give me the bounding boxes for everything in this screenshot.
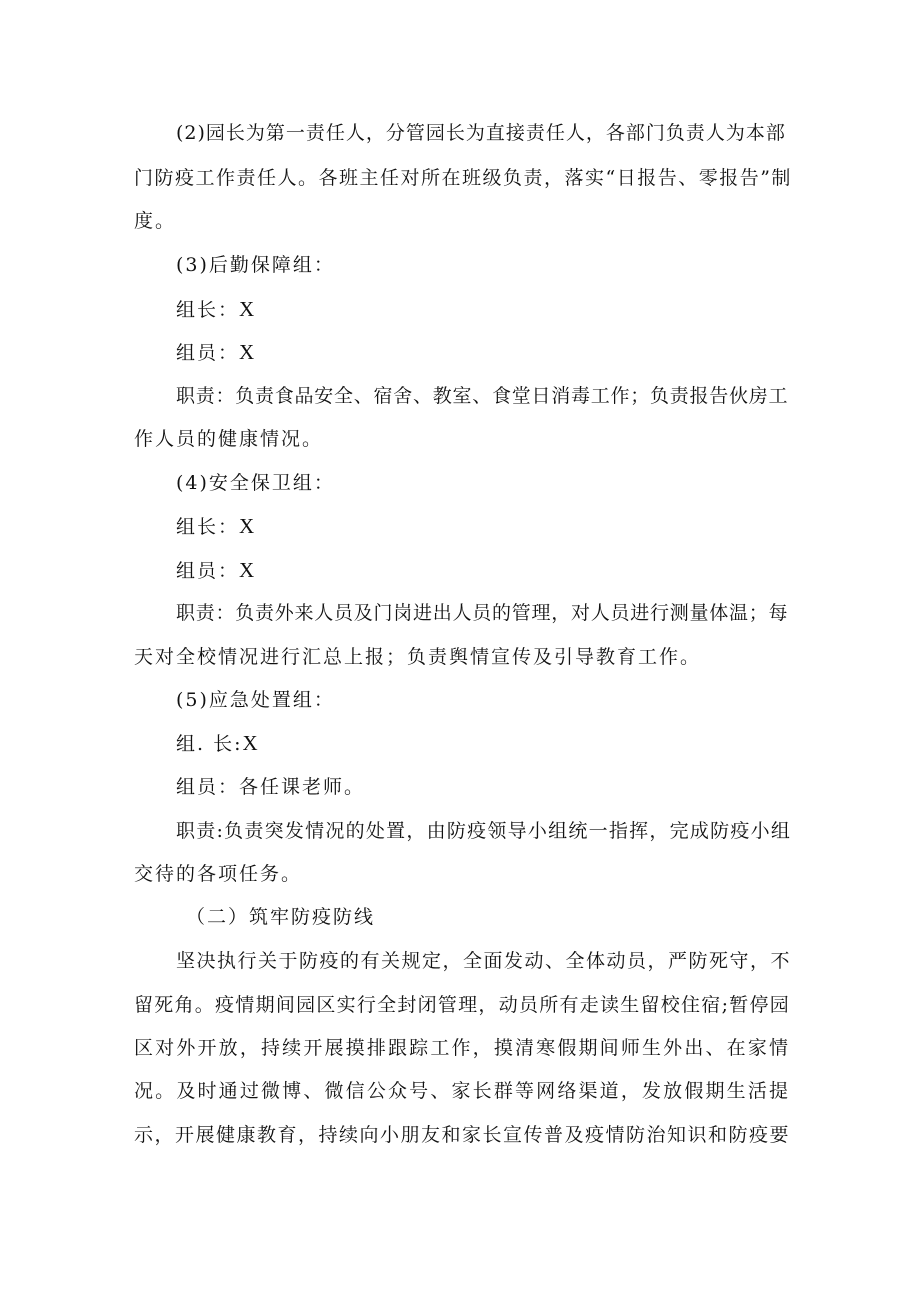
sec3-title: (3)后勤保障组： bbox=[176, 254, 335, 276]
sec5-duty-2: 交待的各项任务。 bbox=[134, 863, 303, 885]
sec3-leader-value: X bbox=[239, 297, 255, 321]
sec3-member-label: 组员： bbox=[176, 342, 240, 364]
sec2-line-1: (2)园长为第一责任人，分管园长为直接责任人，各部门负责人为本部 bbox=[176, 122, 786, 144]
section-heading-2: （二）筑牢防疫防线 bbox=[186, 906, 376, 928]
sec4-member bbox=[176, 557, 254, 584]
sec4-leader-value: X bbox=[239, 514, 255, 538]
paragraph-line-3: 区对外开放，持续开展摸排跟踪工作，摸清寒假期间师生外出、在家情 bbox=[134, 1037, 790, 1059]
sec3-duty-1: 职责：负责食品安全、宿舍、教室、食堂日消毒工作；负责报告伙房工 bbox=[176, 385, 789, 407]
sec3-leader-label: 组长： bbox=[176, 299, 240, 321]
paragraph-line-2: 留死角。疫情期间园区实行全封闭管理，动员所有走读生留校住宿;暂停园 bbox=[134, 994, 790, 1016]
sec5-leader bbox=[176, 730, 258, 757]
sec5-title: (5)应急处置组： bbox=[176, 689, 335, 711]
sec4-duty-1: 职责：负责外来人员及门岗进出人员的管理，对人员进行测量体温；每 bbox=[176, 602, 789, 624]
sec3-member-value: X bbox=[239, 340, 255, 364]
sec4-duty-2: 天对全校情况进行汇总上报；负责舆情宣传及引导教育工作。 bbox=[134, 646, 702, 668]
sec4-leader-label: 组长： bbox=[176, 516, 240, 538]
sec2-line-3: 度。 bbox=[134, 210, 177, 232]
sec4-member-value: X bbox=[239, 558, 255, 582]
sec5-duty-1: 职责:负责突发情况的处置，由防疫领导小组统一指挥，完成防疫小组 bbox=[176, 820, 792, 842]
paragraph-line-5: 示，开展健康教育，持续向小朋友和家长宣传普及疫情防治知识和防疫要 bbox=[134, 1124, 791, 1146]
paragraph-line-4: 况。及时通过微博、微信公众号、家长群等网络渠道，发放假期生活提 bbox=[134, 1080, 790, 1102]
sec3-leader bbox=[176, 296, 254, 323]
sec5-leader-label: 组. 长: bbox=[176, 733, 243, 755]
sec3-duty-2: 作人员的健康情况。 bbox=[134, 428, 324, 450]
sec4-title: (4)安全保卫组： bbox=[176, 472, 335, 494]
sec4-leader bbox=[176, 513, 254, 540]
sec5-member: 组员：各任课老师。 bbox=[176, 776, 366, 798]
sec5-leader-value: X bbox=[242, 731, 258, 755]
sec3-member bbox=[176, 339, 254, 366]
sec2-line-2: 门防疫工作责任人。各班主任对所在班级负责，落实“日报告、零报告”制 bbox=[134, 167, 792, 189]
sec4-member-label: 组员： bbox=[176, 560, 240, 582]
paragraph-line-1: 坚决执行关于防疫的有关规定，全面发动、全体动员，严防死守，不 bbox=[176, 950, 792, 972]
